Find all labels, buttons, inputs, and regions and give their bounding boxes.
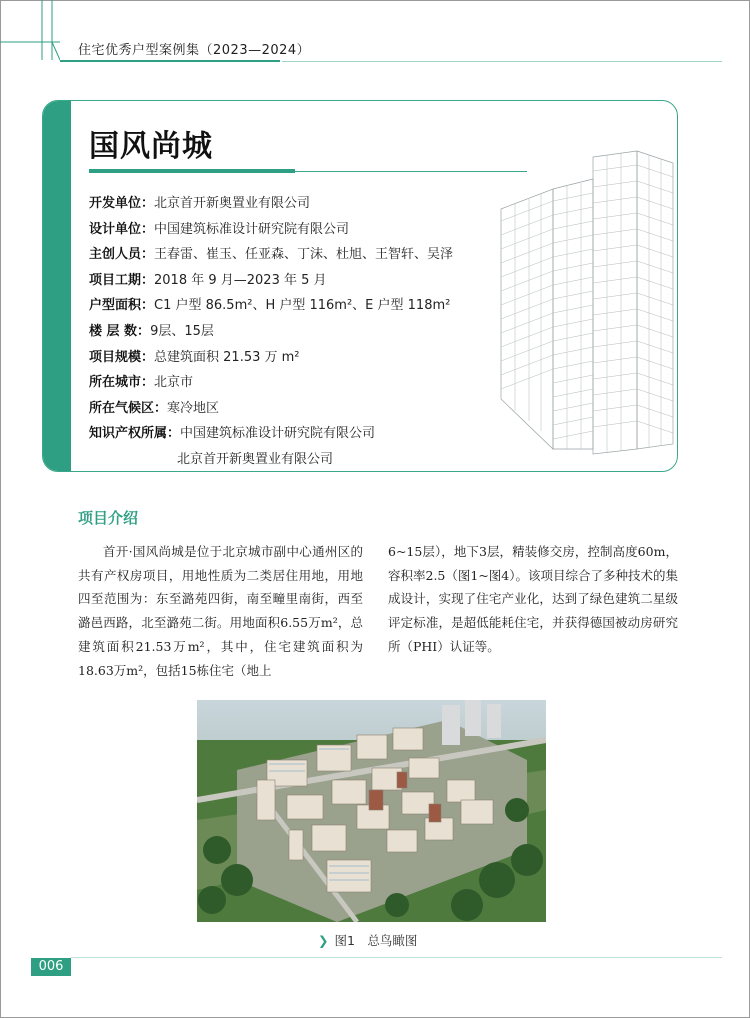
info-row-unit-area [89, 293, 453, 319]
building-wireframe-image [497, 149, 677, 469]
info-label: 所在气候区： [89, 400, 168, 416]
intro-paragraph-right: 6~15层），地下3层，精装修交房，控制高度60m，容积率2.5（图1~图4）。该项目综合了多种技术的集成设计，实现了住宅产业化，达到了绿色建筑二星级评定标准，是超低能耗住宅，并获得德国被动房研究所（PHI）认证等。 [388, 544, 679, 654]
info-label: 楼 层 数： [89, 323, 151, 339]
info-label: 项目工期： [89, 272, 155, 288]
info-value: 北京市 [154, 375, 194, 391]
page-number: 006 [31, 958, 71, 976]
info-value: 北京首开新奥置业有限公司 [154, 196, 311, 211]
info-row-floors [89, 319, 453, 345]
info-row-team [89, 242, 453, 268]
info-row-ip-owner-2 [89, 447, 453, 472]
info-label: 项目规模： [89, 349, 155, 365]
footer-rule [71, 957, 722, 958]
caption-text: 图1 总鸟瞰图 [334, 933, 418, 948]
title-rule-thin [295, 171, 527, 172]
info-value: 总建筑面积 21.53 万 m² [154, 349, 300, 365]
header-corner-ornament [0, 0, 60, 62]
info-value: 9层、15层 [150, 323, 214, 339]
intro-paragraph-left: 首开·国风尚城是位于北京城市副中心通州区的共有产权房项目，用地性质为二类居住用地，用地四至范围为：东至潞苑四街，南至疃里南街，西至潞邑西路，北至潞苑二街。用地面积6.55万m²，总建筑面积21.53万m²，其中，住宅建筑面积为18.63万m²，包括15栋住宅（地上 [78, 544, 363, 678]
section-heading: 项目介绍 [78, 509, 139, 527]
info-value: 王春雷、崔玉、任亚森、丁沫、杜旭、王智轩、吴泽 [154, 247, 454, 263]
running-title: 住宅优秀户型案例集（2023—2024） [78, 43, 311, 58]
floor-lines [501, 153, 673, 453]
header-rule-light [282, 61, 722, 62]
info-row-city [89, 370, 453, 396]
caption-chevron-icon: ❯ [318, 933, 329, 948]
info-value: 寒冷地区 [167, 400, 220, 416]
info-row-developer [89, 191, 453, 217]
info-value: 中国建筑标准设计研究院有限公司 [154, 221, 350, 237]
info-row-scale [89, 345, 453, 371]
info-row-ip-owner [89, 421, 453, 447]
info-label: 户型面积： [89, 298, 155, 314]
header-rule [60, 60, 280, 62]
info-label: 设计单位： [89, 221, 155, 237]
info-row-designer [89, 217, 453, 243]
figure-caption [318, 931, 417, 949]
card-accent-bar [43, 101, 71, 471]
intro-text-right [388, 540, 678, 659]
project-info-list [89, 191, 453, 472]
title-rule [89, 169, 295, 173]
aerial-view-image [197, 700, 546, 922]
info-row-period [89, 268, 453, 294]
info-value: 中国建筑标准设计研究院有限公司 [180, 426, 376, 442]
info-label: 知识产权所属： [89, 426, 181, 442]
project-title: 国风尚城 [89, 129, 213, 164]
info-label: 主创人员： [89, 247, 155, 263]
intro-text-left [78, 540, 363, 682]
info-label: 开发单位： [89, 196, 155, 211]
info-value: 2018 年 9 月—2023 年 5 月 [154, 272, 327, 288]
info-value: C1 户型 86.5m²、H 户型 116m²、E 户型 118m² [154, 298, 451, 314]
info-label: 所在城市： [89, 375, 155, 391]
project-info-card [42, 100, 678, 472]
info-value: 北京首开新奥置业有限公司 [177, 451, 334, 467]
info-row-climate [89, 396, 453, 422]
